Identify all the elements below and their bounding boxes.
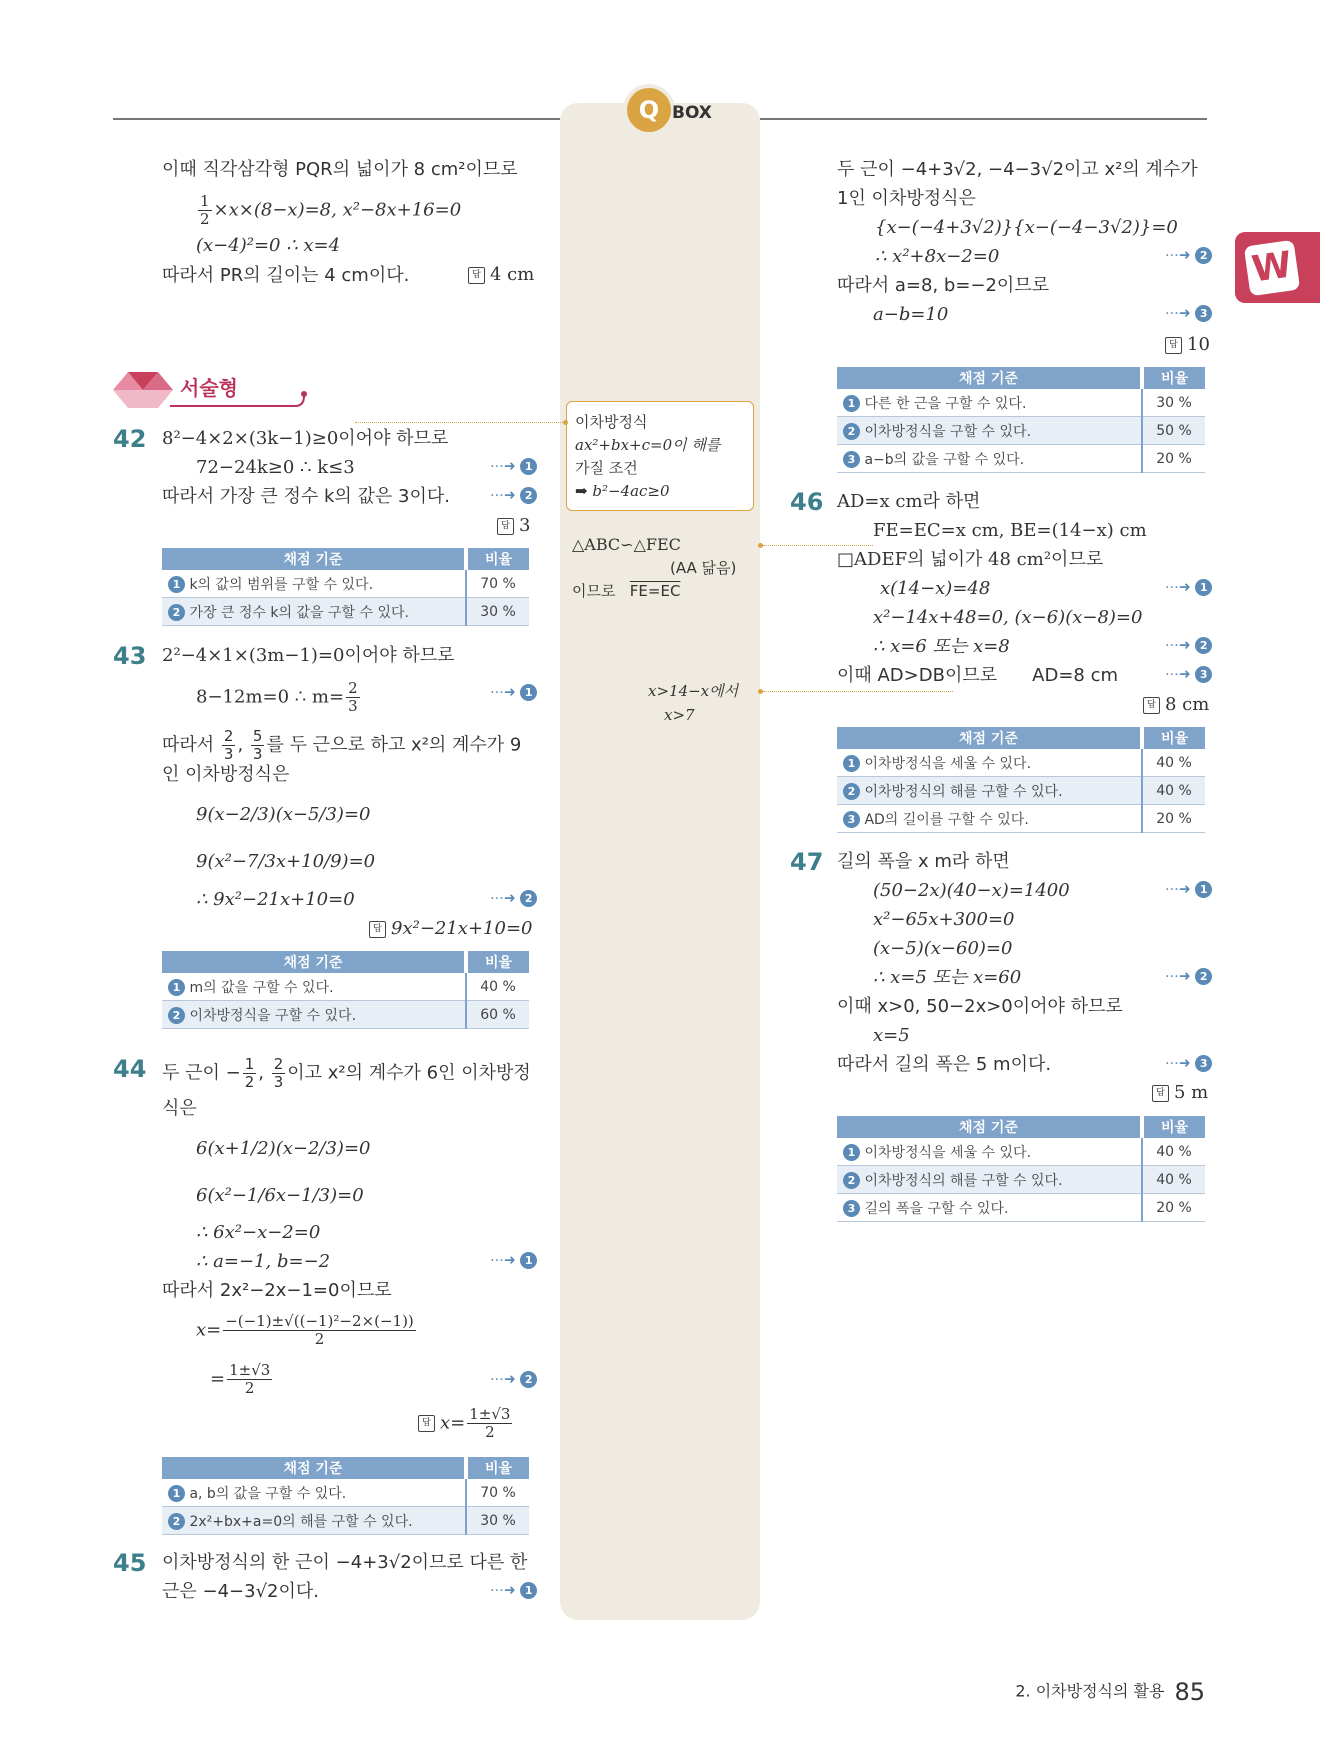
criteria-pct: 60 % <box>466 1001 529 1029</box>
criteria-text: 2 가장 큰 정수 k의 값을 구할 수 있다. <box>162 598 466 626</box>
step-mark-1: ⋯➜ 1 <box>490 684 537 701</box>
answer-icon: 답 <box>497 518 514 535</box>
fraction: $\frac{1}{2}$ <box>200 192 210 228</box>
criteria-text: 3 길의 폭을 구할 수 있다. <box>837 1194 1142 1222</box>
note-leader <box>763 691 953 692</box>
criteria-pct: 20 % <box>1142 1194 1205 1222</box>
answer-icon: 답 <box>369 921 386 938</box>
q47-line-6: 이때 x>0, 50−2x>0이어야 하므로 <box>837 996 1123 1017</box>
fraction: $\frac{2}{3}$ <box>273 1055 284 1091</box>
fraction: $\frac{1\pm√3}{2}$ <box>469 1405 511 1441</box>
q46-answer: 답 8 cm <box>1143 694 1209 715</box>
criteria-text: 1 다른 한 근을 구할 수 있다. <box>837 389 1142 417</box>
qbox-note3-line-1: x>14−x에서 <box>648 682 739 700</box>
criteria-header: 채점 기준 <box>162 548 466 570</box>
q44-criteria-table <box>162 1457 529 1535</box>
criteria-text: 1 k의 값의 범위를 구할 수 있다. <box>162 570 466 598</box>
answer-icon: 답 <box>468 267 485 284</box>
q44-line-8: x= $\frac{\text{−(−1)±√((−1)²−2×(−1))}}{2}$ <box>196 1312 414 1348</box>
q45-right-line-4: ∴ x²+8x−2=0 <box>875 246 1000 267</box>
q42-criteria-table <box>162 548 529 626</box>
q47-line-4: (x−5)(x−60)=0 <box>873 938 1013 959</box>
intro-answer: 답 4 cm <box>468 264 534 285</box>
intro-line-4: 따라서 PR의 길이는 4 cm이다. <box>162 265 410 286</box>
step-mark-1: ⋯➜ 1 <box>1165 579 1212 596</box>
q44-line-5: ∴ 6x²−x−2=0 <box>196 1222 321 1243</box>
q45-line-2: 근은 −4−3√2이다. <box>162 1581 319 1602</box>
q43-line-4: 인 이차방정식은 <box>162 764 290 785</box>
criteria-pct: 70 % <box>466 1479 529 1507</box>
q43-line-5: 9(x−2/3)(x−5/3)=0 <box>196 804 371 825</box>
q46-line-3: □ADEF의 넓이가 48 cm²이므로 <box>837 549 1104 570</box>
qbox-badge: Q <box>623 84 675 136</box>
fraction: $\frac{1\pm√3}{2}$ <box>229 1361 271 1397</box>
page-footer <box>1015 1678 1205 1706</box>
criteria-text: 1 a, b의 값을 구할 수 있다. <box>162 1479 466 1507</box>
criteria-text: 2 2x²+bx+a=0의 해를 구할 수 있다. <box>162 1507 466 1535</box>
note-leader <box>355 422 563 423</box>
qbox-note1-line-2: ax²+bx+c=0이 해를 <box>575 436 721 454</box>
side-tab-letter: W <box>1244 240 1300 296</box>
q42-line-3: 따라서 가장 큰 정수 k의 값은 3이다. <box>162 486 450 507</box>
step-mark-2: ⋯➜ 2 <box>1165 247 1212 264</box>
criteria-pct: 40 % <box>1142 1166 1205 1194</box>
q46-line-7: 이때 AD>DB이므로 AD=8 cm <box>837 665 1119 686</box>
ratio-header: 비율 <box>1142 367 1205 389</box>
criteria-text: 2 이차방정식을 구할 수 있다. <box>837 417 1142 445</box>
answer-icon: 답 <box>1143 697 1160 714</box>
fraction: $\frac{\text{−(−1)±√((−1)²−2×(−1))}}{2}$ <box>225 1312 414 1348</box>
q42-line-2: 72−24k≥0 ∴ k≤3 <box>196 457 355 478</box>
qbox-note2-line-2: (AA 닮음) <box>670 559 737 577</box>
intro-line-1: 이때 직각삼각형 PQR의 넓이가 8 cm²이므로 <box>162 159 518 180</box>
criteria-header: 채점 기준 <box>837 727 1142 749</box>
q43-line-3: 따라서 $\frac{2}{3}$ , $\frac{5}{3}$ 를 두 근으로 하고 x²의 계수가 9 <box>162 727 522 763</box>
section-icon <box>113 370 173 410</box>
q43-criteria-table <box>162 951 529 1029</box>
step-mark-2: ⋯➜ 2 <box>490 890 537 907</box>
q45-criteria-table <box>837 367 1205 473</box>
qbox-note1-line-4: ➡ b²−4ac≥0 <box>575 482 670 500</box>
fraction: $\frac{5}{3}$ <box>252 727 263 763</box>
criteria-pct: 30 % <box>466 1507 529 1535</box>
criteria-pct: 20 % <box>1142 445 1205 473</box>
section-underline <box>170 384 310 414</box>
top-rule-left <box>113 118 560 120</box>
fraction: $\frac{2}{3}$ <box>223 727 234 763</box>
criteria-text: 2 이차방정식의 해를 구할 수 있다. <box>837 777 1142 805</box>
criteria-header: 채점 기준 <box>162 1457 466 1479</box>
q46-criteria-table <box>837 727 1205 833</box>
ratio-header: 비율 <box>466 548 529 570</box>
question-number-47: 47 <box>790 848 824 876</box>
criteria-text: 2 이차방정식을 구할 수 있다. <box>162 1001 466 1029</box>
q47-line-3: x²−65x+300=0 <box>873 909 1015 930</box>
ratio-header: 비율 <box>1142 727 1205 749</box>
q44-answer: 답 x= $\frac{1\pm√3}{2}$ <box>418 1406 514 1441</box>
step-mark-3: ⋯➜ 3 <box>1165 305 1212 322</box>
q46-line-5: x²−14x+48=0, (x−6)(x−8)=0 <box>873 607 1143 628</box>
q44-line-1: 두 근이 − $\frac{1}{2}$ , $\frac{2}{3}$ 이고 x²의 계수가 6인 이차방정 <box>162 1055 531 1091</box>
criteria-text: 1 이차방정식을 세울 수 있다. <box>837 749 1142 777</box>
answer-icon: 답 <box>1165 337 1182 354</box>
page-number: 85 <box>1174 1678 1205 1706</box>
step-mark-1: ⋯➜ 1 <box>490 1252 537 1269</box>
q47-line-2: (50−2x)(40−x)=1400 <box>873 880 1070 901</box>
criteria-text: 3 AD의 길이를 구할 수 있다. <box>837 805 1142 833</box>
qbox-note2-line-1: △ABC∽△FEC <box>572 535 681 554</box>
qbox-note3-line-2: x>7 <box>664 706 695 724</box>
criteria-text: 1 이차방정식을 세울 수 있다. <box>837 1138 1142 1166</box>
intro-line-3: (x−4)²=0 ∴ x=4 <box>196 235 341 256</box>
criteria-pct: 40 % <box>1142 1138 1205 1166</box>
criteria-text: 3 a−b의 값을 구할 수 있다. <box>837 445 1142 473</box>
criteria-header: 채점 기준 <box>837 1116 1142 1138</box>
note-leader <box>763 545 873 546</box>
q42-answer: 답 3 <box>497 515 530 536</box>
step-mark-2: ⋯➜ 2 <box>490 487 537 504</box>
q47-criteria-table <box>837 1116 1205 1222</box>
criteria-pct: 40 % <box>1142 777 1205 805</box>
qbox-note1-line-1: 이차방정식 <box>575 413 648 431</box>
q45-answer: 답 10 <box>1165 334 1210 355</box>
q45-right-line-2: 1인 이차방정식은 <box>837 188 976 209</box>
q43-line-7: ∴ 9x²−21x+10=0 <box>196 889 355 910</box>
chapter-title: 2. 이차방정식의 활용 <box>1015 1681 1165 1701</box>
criteria-text: 2 이차방정식의 해를 구할 수 있다. <box>837 1166 1142 1194</box>
qbox-note2-line-3: 이므로 FE=EC <box>572 582 681 600</box>
question-number-42: 42 <box>113 425 147 453</box>
criteria-text: 1 m의 값을 구할 수 있다. <box>162 973 466 1001</box>
step-mark-1: ⋯➜ 1 <box>490 1582 537 1599</box>
q45-right-line-3: {x−(−4+3√2)}{x−(−4−3√2)}=0 <box>875 217 1178 238</box>
q45-right-line-1: 두 근이 −4+3√2, −4−3√2이고 x²의 계수가 <box>837 159 1198 180</box>
section-title: 서술형 <box>180 376 238 400</box>
step-mark-1: ⋯➜ 1 <box>490 458 537 475</box>
ratio-header: 비율 <box>1142 1116 1205 1138</box>
q43-answer: 답 9x²−21x+10=0 <box>369 918 532 939</box>
q46-line-1: AD=x cm라 하면 <box>837 491 981 512</box>
q47-line-7: x=5 <box>873 1025 910 1046</box>
q47-line-8: 따라서 길의 폭은 5 m이다. <box>837 1054 1052 1075</box>
fraction: $\frac{1}{2}$ <box>244 1055 255 1091</box>
qbox-column <box>560 103 760 1620</box>
step-mark-1: ⋯➜ 1 <box>1165 881 1212 898</box>
criteria-header: 채점 기준 <box>162 951 466 973</box>
q44-line-6: ∴ a=−1, b=−2 <box>196 1251 331 1272</box>
q44-line-4: 6(x²−1/6x−1/3)=0 <box>196 1185 364 1206</box>
answer-icon: 답 <box>1152 1085 1169 1102</box>
criteria-pct: 30 % <box>466 598 529 626</box>
criteria-pct: 40 % <box>1142 749 1205 777</box>
q43-line-2: 8−12m=0 ∴ m= $\frac{2}{3}$ <box>196 679 358 715</box>
q46-line-6: ∴ x=6 또는 x=8 <box>873 636 1010 657</box>
top-rule-right <box>760 118 1207 120</box>
intro-line-2: $\frac{1}{2}$ ×x×(8−x)=8, x²−8x+16=0 <box>200 192 462 228</box>
ratio-header: 비율 <box>466 1457 529 1479</box>
q47-line-5: ∴ x=5 또는 x=60 <box>873 967 1022 988</box>
answer-icon: 답 <box>418 1415 435 1432</box>
note-dot <box>563 420 568 425</box>
qbox-note1-line-3: 가질 조건 <box>575 459 638 477</box>
question-number-45: 45 <box>113 1549 147 1577</box>
qbox-label: BOX <box>672 103 712 123</box>
question-number-46: 46 <box>790 488 824 516</box>
criteria-pct: 30 % <box>1142 389 1205 417</box>
criteria-pct: 70 % <box>466 570 529 598</box>
step-mark-2: ⋯➜ 2 <box>1165 968 1212 985</box>
q43-line-1: 2²−4×1×(3m−1)=0이어야 하므로 <box>162 645 455 666</box>
step-mark-3: ⋯➜ 3 <box>1165 1055 1212 1072</box>
criteria-pct: 40 % <box>466 973 529 1001</box>
criteria-pct: 20 % <box>1142 805 1205 833</box>
step-mark-3: ⋯➜ 3 <box>1165 666 1212 683</box>
q44-line-2: 식은 <box>162 1098 197 1119</box>
q45-right-line-5: 따라서 a=8, b=−2이므로 <box>837 275 1050 296</box>
q44-line-7: 따라서 2x²−2x−1=0이므로 <box>162 1280 392 1301</box>
criteria-header: 채점 기준 <box>837 367 1142 389</box>
ratio-header: 비율 <box>466 951 529 973</box>
step-mark-2: ⋯➜ 2 <box>490 1371 537 1388</box>
q44-line-3: 6(x+1/2)(x−2/3)=0 <box>196 1138 371 1159</box>
question-number-44: 44 <box>113 1055 147 1083</box>
q43-line-6: 9(x²−7/3x+10/9)=0 <box>196 851 376 872</box>
q46-line-2: FE=EC=x cm, BE=(14−x) cm <box>873 520 1147 541</box>
q46-line-4: x(14−x)=48 <box>880 578 991 599</box>
question-number-43: 43 <box>113 642 147 670</box>
step-mark-2: ⋯➜ 2 <box>1165 637 1212 654</box>
fraction: $\frac{2}{3}$ <box>348 679 358 715</box>
q47-line-1: 길의 폭을 x m라 하면 <box>837 851 1010 872</box>
q47-answer: 답 5 m <box>1152 1082 1208 1103</box>
q45-right-line-6: a−b=10 <box>873 304 949 325</box>
q44-line-9: = $\frac{1\pm√3}{2}$ <box>210 1361 271 1397</box>
criteria-pct: 50 % <box>1142 417 1205 445</box>
q42-line-1: 8²−4×2×(3k−1)≥0이어야 하므로 <box>162 428 449 449</box>
q45-line-1: 이차방정식의 한 근이 −4+3√2이므로 다른 한 <box>162 1552 528 1573</box>
